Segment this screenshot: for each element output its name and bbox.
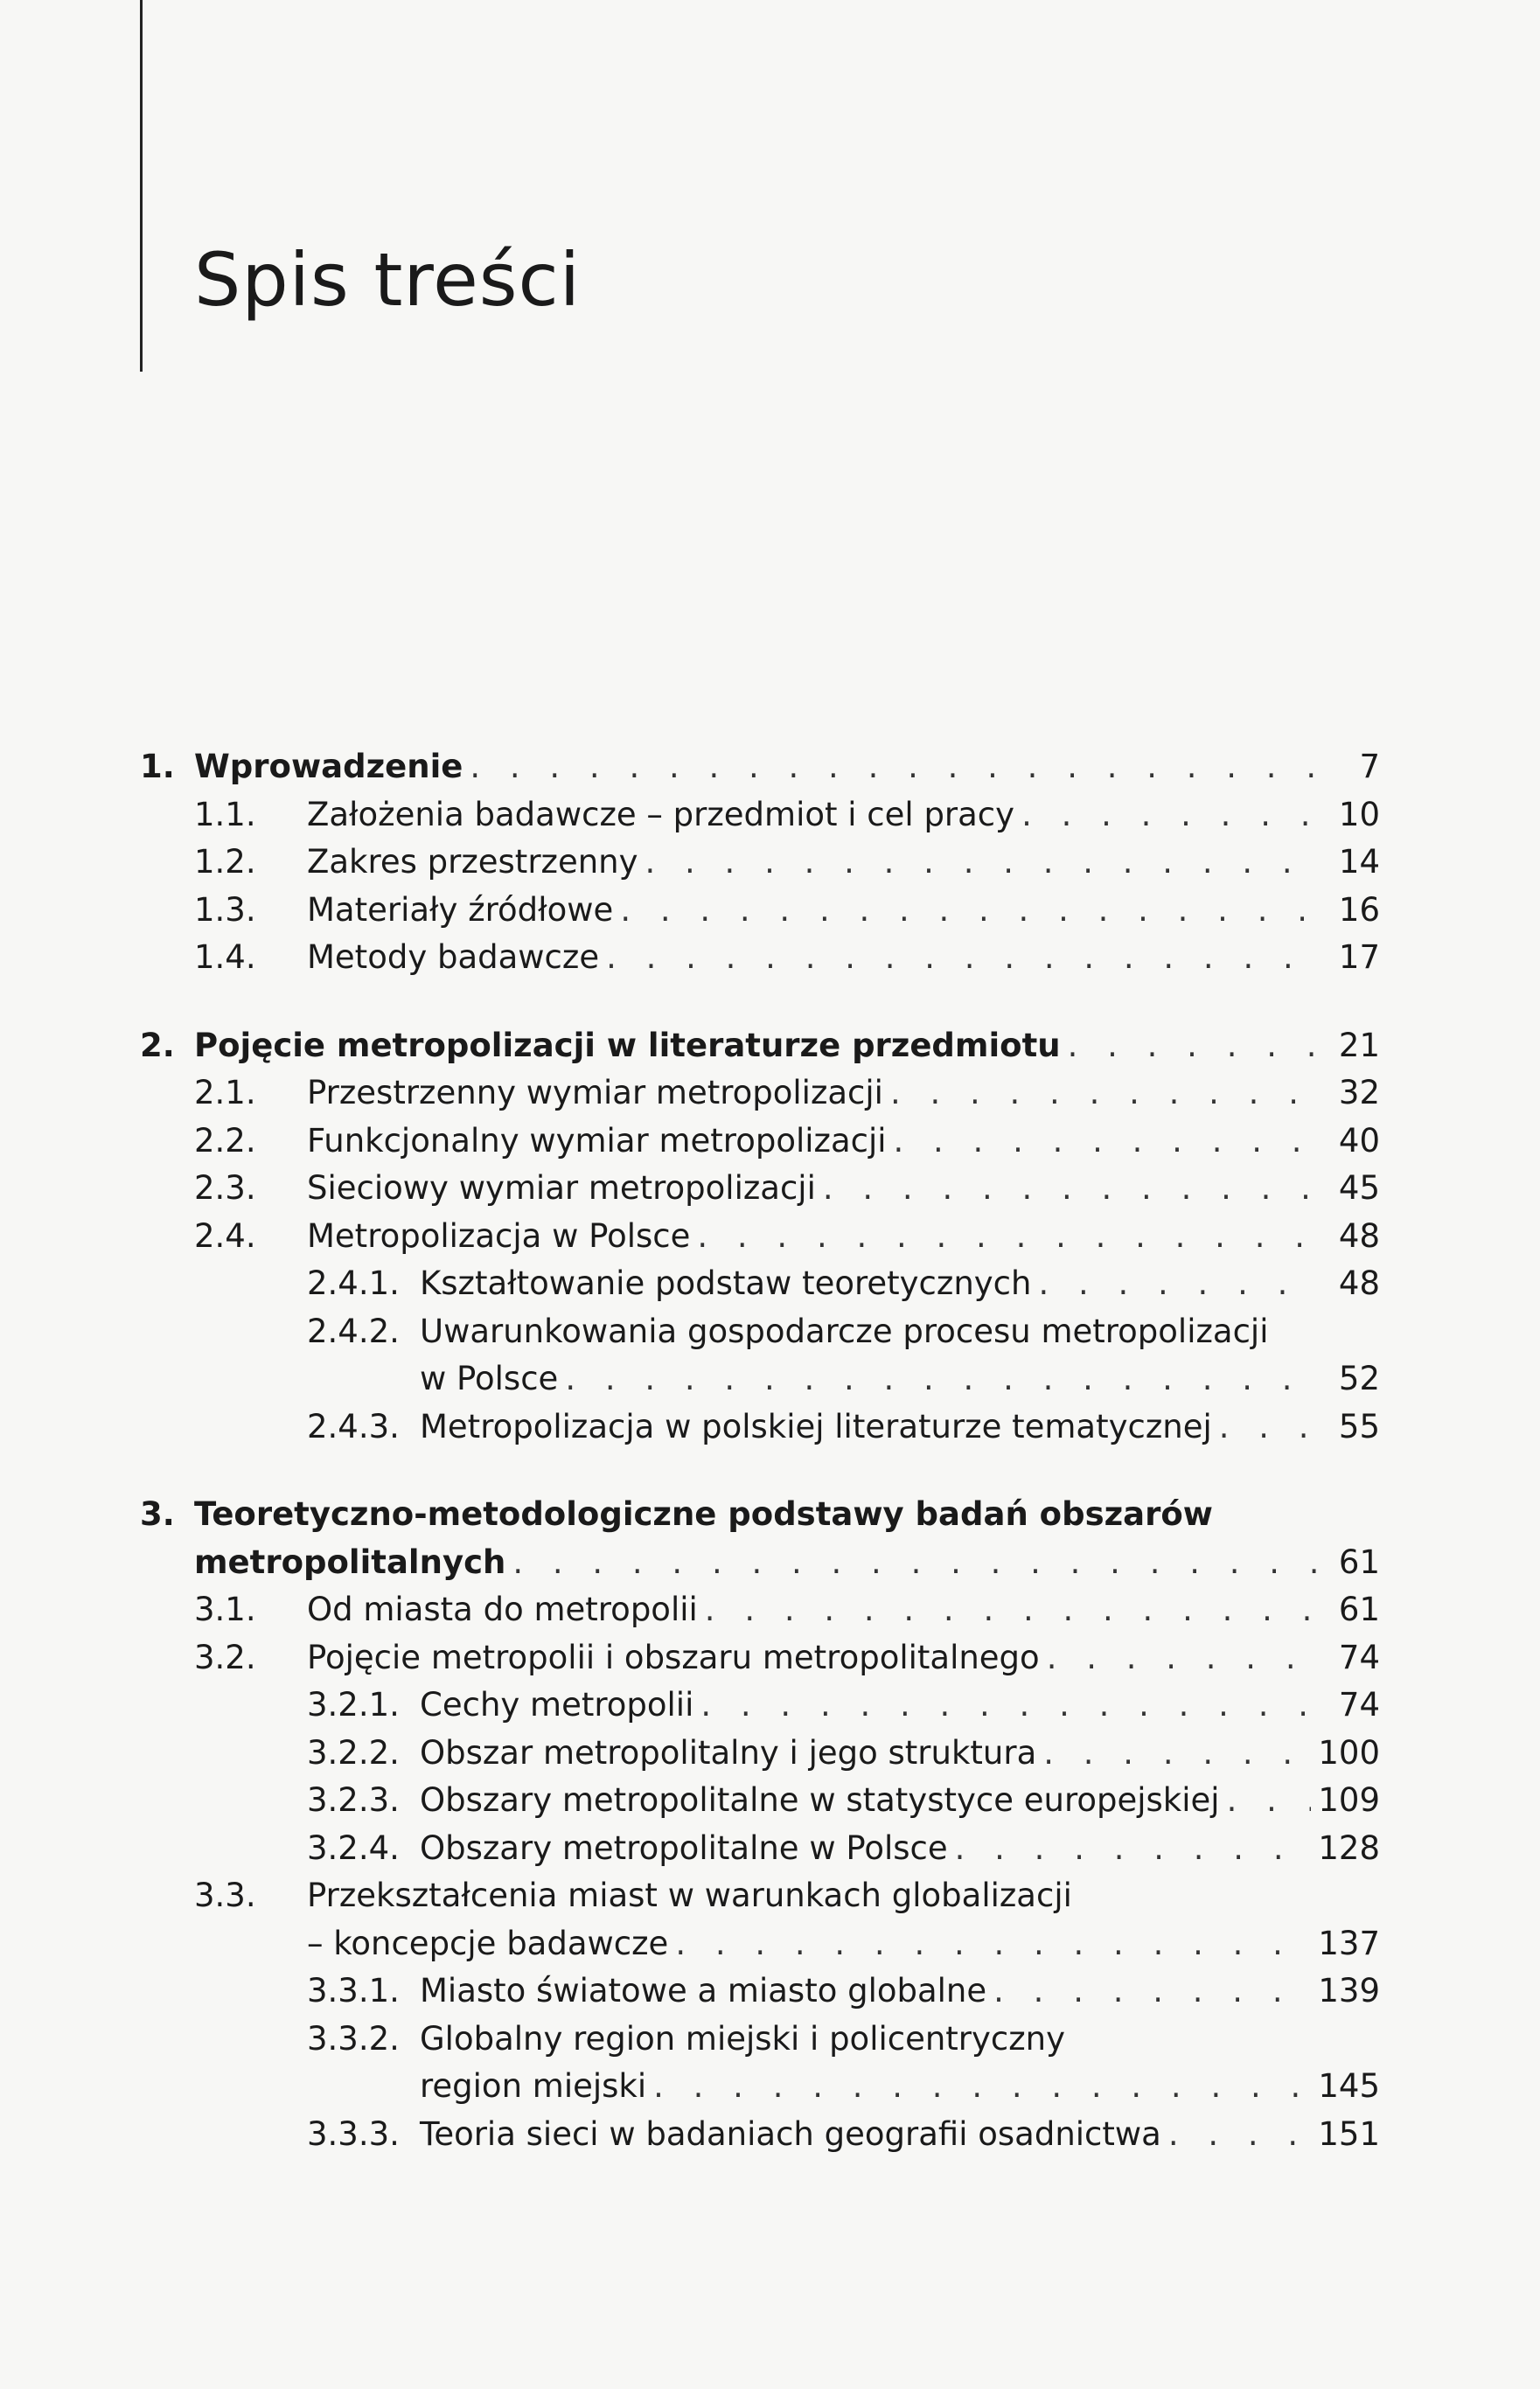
toc-entry-number: 2.4. [194, 1216, 256, 1255]
toc-entry [140, 1213, 1380, 1261]
toc-entry-label: Kształtowanie podstaw teoretycznych [420, 1264, 1032, 1302]
dot-leader [700, 1682, 1320, 1730]
toc-entry-page: 7 [1359, 748, 1380, 785]
dot-leader [1047, 1634, 1320, 1682]
toc-entry [140, 1491, 1380, 1539]
dot-leader [1168, 2111, 1312, 2159]
dot-leader [1021, 791, 1320, 839]
toc-entry [140, 934, 1380, 982]
toc-entry-page: 139 [1318, 1972, 1380, 2009]
toc-entry-label-continuation: metropolitalnych [194, 1543, 506, 1581]
toc-entry [140, 1022, 1380, 1070]
toc-entry-number: 3.1. [194, 1591, 256, 1628]
toc-entry [140, 1308, 1380, 1356]
toc-entry [140, 2016, 1380, 2064]
dot-leader [512, 1539, 1320, 1587]
toc-entry-label-continuation: region miejski [420, 2067, 647, 2105]
dot-leader [1227, 1777, 1312, 1825]
toc-entry-label: Obszar metropolitalny i jego struktura [420, 1733, 1037, 1772]
toc-entry [140, 1682, 1380, 1730]
toc-entry-page: 74 [1338, 1686, 1380, 1724]
dot-leader [890, 1069, 1320, 1118]
toc-entry-page: 55 [1338, 1407, 1380, 1445]
toc-entry-number: 3.2.3. [307, 1781, 400, 1819]
toc-entry-number: 1.2. [194, 843, 256, 881]
page-title: Spis treści [194, 237, 582, 323]
toc-entry-number: 3.2.4. [307, 1828, 400, 1867]
toc-entry-number: 2. [140, 1026, 175, 1064]
toc-entry-label-continuation: w Polsce [420, 1360, 559, 1397]
toc-entry [140, 1586, 1380, 1634]
toc-entry-page: 48 [1338, 1264, 1380, 1302]
dot-leader [645, 839, 1320, 887]
dot-leader [620, 887, 1320, 935]
toc-entry-page: 137 [1318, 1924, 1380, 1962]
toc-entry-label: Metropolizacja w polskiej literaturze tematycznej [420, 1407, 1212, 1445]
toc-entry-number: 3.3. [194, 1877, 256, 1914]
toc-entry [140, 1403, 1380, 1452]
toc-entry-label: Przestrzenny wymiar metropolizacji [307, 1074, 883, 1111]
toc-entry-number: 3.3.3. [307, 2114, 400, 2153]
toc-entry-number: 3.3.2. [307, 2019, 400, 2058]
toc-entry-number: 1.1. [194, 795, 256, 833]
toc-entry [140, 2111, 1380, 2159]
toc-entry [140, 1634, 1380, 1682]
toc-entry-number: 2.4.2. [307, 1312, 400, 1350]
dot-leader [894, 1118, 1320, 1166]
dot-leader [470, 743, 1320, 791]
toc-entry-label: Wprowadzenie [194, 748, 463, 785]
toc-entry-label: Pojęcie metropolii i obszaru metropolitalnego [307, 1638, 1040, 1676]
toc-entry [140, 1872, 1380, 1920]
toc-entry-label: Od miasta do metropolii [307, 1591, 698, 1628]
toc-entry-label: Pojęcie metropolizacji w literaturze przedmiotu [194, 1026, 1061, 1064]
toc-entry [140, 1069, 1380, 1118]
toc-entry-number: 3.2.2. [307, 1733, 400, 1772]
toc-entry-number: 1.4. [194, 938, 256, 976]
toc-entry-number: 2.4.1. [307, 1264, 400, 1302]
toc-entry [140, 1968, 1380, 2016]
margin-rule [140, 0, 143, 372]
toc-entry-page: 109 [1318, 1781, 1380, 1819]
toc-entry-label: Metody badawcze [307, 938, 600, 976]
toc-entry-page: 151 [1318, 2114, 1380, 2153]
table-of-contents [140, 743, 1380, 2158]
toc-entry-label: Funkcjonalny wymiar metropolizacji [307, 1121, 887, 1160]
toc-entry [140, 1118, 1380, 1166]
dot-leader [606, 934, 1320, 982]
dot-leader [653, 2063, 1311, 2111]
toc-entry-label: Teoretyczno-metodologiczne podstawy badań obszarów [194, 1495, 1213, 1533]
toc-entry-number: 2.4.3. [307, 1407, 400, 1445]
toc-entry-label: Przekształcenia miast w warunkach globalizacji [307, 1877, 1072, 1914]
toc-entry-label: Materiały źródłowe [307, 890, 614, 929]
dot-leader [675, 1920, 1311, 1968]
toc-entry-continuation [140, 1539, 1380, 1587]
toc-entry-number: 2.2. [194, 1121, 256, 1160]
toc-entry-label: Cechy metropolii [420, 1686, 694, 1724]
toc-entry-label: Zakres przestrzenny [307, 843, 638, 881]
toc-entry-page: 16 [1338, 890, 1380, 929]
toc-entry-number: 3.2. [194, 1638, 256, 1676]
toc-entry-label: Miasto światowe a miasto globalne [420, 1972, 987, 2009]
dot-leader [1043, 1730, 1311, 1778]
toc-entry [140, 887, 1380, 935]
dot-leader [993, 1968, 1311, 2016]
toc-entry [140, 1165, 1380, 1213]
toc-entry-page: 21 [1338, 1026, 1380, 1064]
toc-entry-page: 45 [1338, 1169, 1380, 1207]
dot-leader [1038, 1260, 1320, 1308]
toc-entry-label: Teoria sieci w badaniach geografii osadnictwa [420, 2114, 1161, 2153]
toc-entry [140, 1777, 1380, 1825]
toc-entry-number: 3. [140, 1495, 175, 1533]
toc-entry-page: 32 [1338, 1074, 1380, 1111]
toc-entry-page: 61 [1338, 1543, 1380, 1581]
toc-entry-continuation [140, 2063, 1380, 2111]
toc-entry-label: Obszary metropolitalne w Polsce [420, 1828, 948, 1867]
toc-entry [140, 1260, 1380, 1308]
toc-entry-number: 3.2.1. [307, 1686, 400, 1724]
toc-entry-page: 74 [1338, 1638, 1380, 1676]
dot-leader [705, 1586, 1320, 1634]
toc-entry [140, 1825, 1380, 1873]
toc-entry-page: 52 [1338, 1360, 1380, 1397]
toc-entry-number: 1. [140, 748, 175, 785]
toc-entry [140, 839, 1380, 887]
toc-entry-number: 2.3. [194, 1169, 256, 1207]
toc-entry-label: Uwarunkowania gospodarcze procesu metropolizacji [420, 1312, 1269, 1350]
dot-leader [697, 1213, 1320, 1261]
toc-entry-label-continuation: – koncepcje badawcze [307, 1924, 669, 1962]
toc-entry [140, 1730, 1380, 1778]
toc-entry-page: 40 [1338, 1121, 1380, 1160]
toc-entry-label: Sieciowy wymiar metropolizacji [307, 1169, 816, 1207]
toc-entry-label: Metropolizacja w Polsce [307, 1216, 691, 1255]
toc-entry-page: 48 [1338, 1216, 1380, 1255]
toc-entry-label: Globalny region miejski i policentryczny [420, 2019, 1066, 2058]
toc-entry-number: 2.1. [194, 1074, 256, 1111]
dot-leader [1219, 1403, 1320, 1452]
toc-entry [140, 791, 1380, 839]
toc-entry-label: Obszary metropolitalne w statystyce europejskiej [420, 1781, 1220, 1819]
toc-entry [140, 743, 1380, 791]
toc-entry-page: 128 [1318, 1828, 1380, 1867]
toc-entry-page: 61 [1338, 1591, 1380, 1628]
toc-entry-page: 145 [1318, 2067, 1380, 2105]
toc-entry-page: 10 [1338, 795, 1380, 833]
dot-leader [823, 1165, 1320, 1213]
toc-entry-continuation [140, 1355, 1380, 1403]
toc-entry-page: 17 [1338, 938, 1380, 976]
toc-entry-label: Założenia badawcze – przedmiot i cel pracy [307, 795, 1015, 833]
dot-leader [1068, 1022, 1320, 1070]
dot-leader [955, 1825, 1312, 1873]
toc-entry-number: 3.3.1. [307, 1972, 400, 2009]
toc-entry-continuation [140, 1920, 1380, 1968]
toc-entry-page: 14 [1338, 843, 1380, 881]
toc-entry-page: 100 [1318, 1733, 1380, 1772]
dot-leader [565, 1355, 1320, 1403]
toc-entry-number: 1.3. [194, 890, 256, 929]
